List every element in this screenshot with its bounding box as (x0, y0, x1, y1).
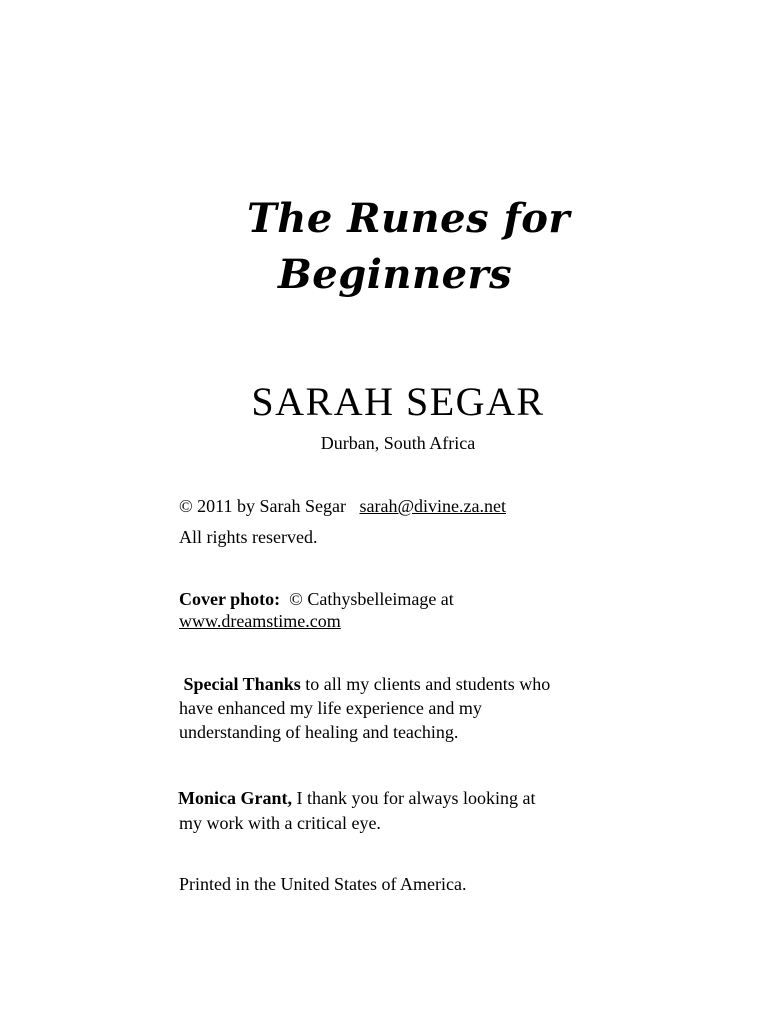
dreamstime-link[interactable]: www.dreamstime.com (179, 611, 341, 631)
special-thanks-line-3: understanding of healing and teaching. (179, 722, 459, 742)
special-thanks-line-1 (179, 672, 550, 696)
author-name: SARAH SEGAR (251, 379, 545, 424)
book-title-line-1: The Runes for (247, 195, 570, 242)
special-thanks-label: Special Thanks (183, 674, 301, 694)
copyright-line (179, 494, 506, 518)
special-thanks-line-2: have enhanced my life experience and my (179, 698, 482, 718)
cover-photo-label: Cover photo: (179, 589, 281, 609)
book-title-line-2: Beginners (278, 251, 513, 298)
printed-notice: Printed in the United States of America. (179, 874, 467, 894)
cover-photo-line (179, 587, 454, 611)
monica-text-1: I thank you for always looking at (296, 788, 536, 808)
cover-photo-credit: © Cathysbelleimage at (289, 589, 454, 609)
monica-line-2: my work with a critical eye. (179, 813, 381, 833)
author-location: Durban, South Africa (320, 433, 476, 453)
monica-name: Monica Grant, (178, 788, 292, 808)
copyright-notice: © 2011 by Sarah Segar (179, 496, 346, 516)
monica-line-1 (178, 786, 535, 810)
special-thanks-text-1: to all my clients and students who (305, 674, 551, 694)
rights-reserved: All rights reserved. (179, 527, 318, 547)
cover-photo-url-line (179, 609, 341, 633)
email-link[interactable]: sarah@divine.za.net (359, 496, 506, 516)
